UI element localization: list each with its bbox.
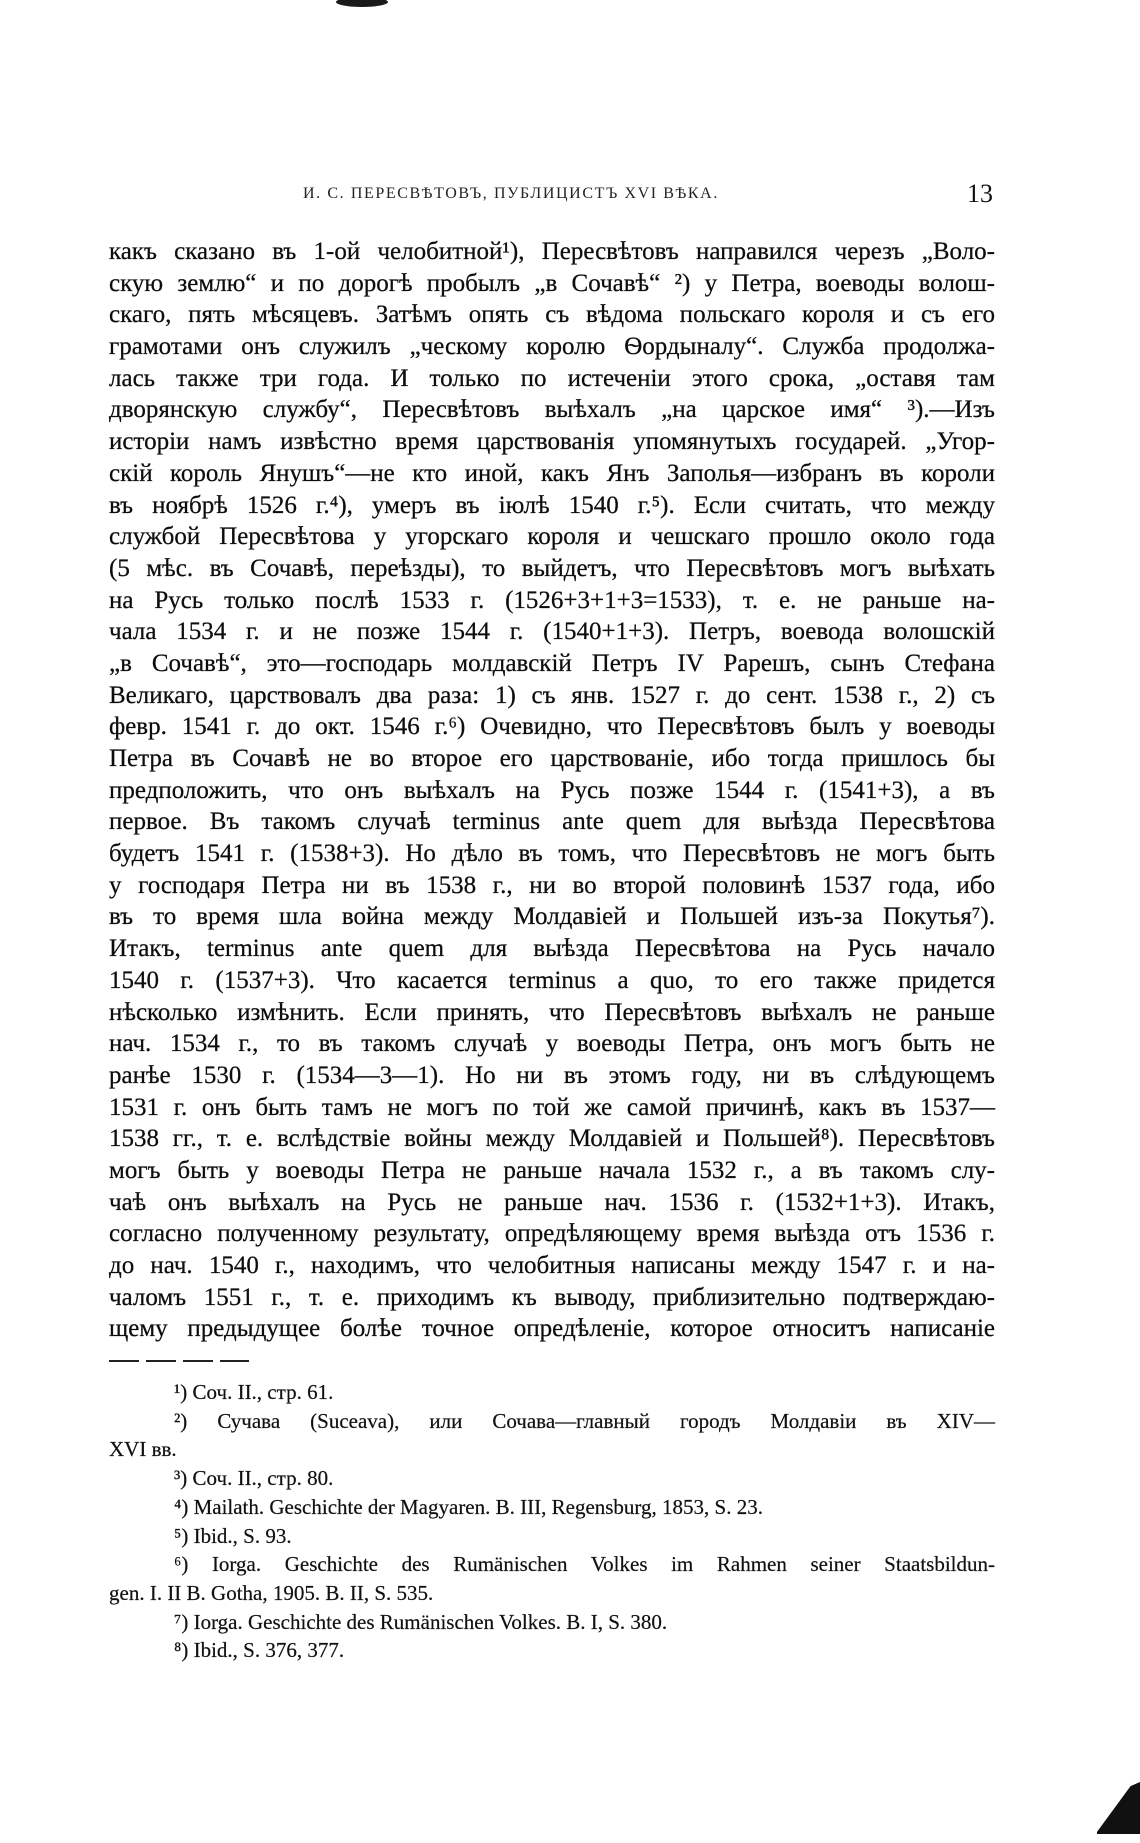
text-line: (5 мѣс. въ Сочавѣ, переѣзды), то выйдетъ, что Пересвѣтовъ могъ выѣхать	[109, 554, 995, 582]
text-line: Итакъ, terminus ante quem для выѣзда Пересвѣтова на Русь начало	[109, 935, 995, 963]
text-line: предположить, что онъ выѣхалъ на Русь позже 1544 г. (1541+3), а въ	[109, 776, 995, 804]
text-line: лась также три года. И только по истеченіи этого срока, „оставя там	[109, 364, 995, 392]
footnote-2	[109, 1407, 995, 1436]
text-line: исторіи намъ извѣстно время царствованія упомянутыхъ государей. „Угор-	[109, 428, 995, 456]
text-line: 1540 г. (1537+3). Что касается terminus a quo, то его также придется	[109, 966, 995, 994]
text-line: до нач. 1540 г., находимъ, что челобитныя написаны между 1547 г. и на-	[109, 1252, 995, 1279]
footnote-marker: ⁵)	[174, 1523, 189, 1548]
text-line: Петра въ Сочавѣ не во второе его царствованіе, ибо тогда пришлось бы	[109, 745, 995, 772]
footnote-text: Соч. II., стр. 80.	[192, 1466, 334, 1491]
text-line: нѣсколько измѣнить. Если принять, что Пересвѣтовъ выѣхалъ не раньше	[109, 998, 995, 1026]
footnote-3	[109, 1464, 995, 1493]
text-line: первое. Въ такомъ случаѣ terminus ante quem для выѣзда Пересвѣтова	[109, 808, 995, 836]
text-line: щему предыдущее болѣе точное опредѣленіе, которое относитъ написаніе	[109, 1315, 995, 1343]
footnote-marker: ²)	[174, 1408, 188, 1433]
footnote-text: Сучава (Suceava), или Сочава—главный городъ Молдавіи въ XIV—	[217, 1408, 995, 1433]
footnote-6-continuation: gen. I. II B. Gotha, 1905. B. II, S. 535.	[109, 1580, 434, 1605]
text-line: февр. 1541 г. до окт. 1546 г.⁶) Очевидно, что Пересвѣтовъ былъ у воеводы	[109, 713, 995, 741]
text-line: службой Пересвѣтова у угорскаго короля и чешскаго прошло около года	[109, 523, 995, 551]
text-line: согласно полученному результату, опредѣляющему время выѣзда отъ 1536 г.	[109, 1220, 995, 1248]
text-line: какъ сказано въ 1-ой челобитной¹), Пересвѣтовъ направился черезъ „Воло-	[109, 238, 995, 265]
text-line: 1538 гг., т. е. вслѣдствіе войны между Молдавіей и Польшей⁸). Пересвѣтовъ	[109, 1125, 995, 1153]
text-line: скій король Янушъ“—не кто иной, какъ Янъ Заполья—избранъ въ короли	[109, 459, 995, 487]
scan-blot	[336, 0, 388, 7]
text-line: у господаря Петра ни въ 1538 г., ни во второй половинѣ 1537 года, ибо	[109, 871, 995, 899]
scan-blot	[1097, 1782, 1140, 1834]
text-line: чаѣ онъ выѣхалъ на Русь не раньше нач. 1536 г. (1532+1+3). Итакъ,	[109, 1188, 995, 1216]
text-line: будетъ 1541 г. (1538+3). Но дѣло въ томъ, что Пересвѣтовъ не могъ быть	[109, 840, 995, 868]
footnote-separator	[109, 1360, 249, 1362]
text-line: 1531 г. онъ быть тамъ не могъ по той же самой причинѣ, какъ въ 1537—	[109, 1093, 995, 1121]
footnote-marker: ³)	[174, 1466, 188, 1491]
text-line: скую землю“ и по дорогѣ пробылъ „в Сочавѣ“ ²) у Петра, воеводы волош-	[109, 269, 995, 297]
text-line: „в Сочавѣ“, это—господарь молдавскій Петръ IV Рарешъ, сынъ Стефана	[109, 649, 995, 677]
text-line: грамотами онъ служилъ „ческому королю Ѳордыналу“. Служба продолжа-	[109, 333, 995, 361]
footnote-7	[109, 1608, 995, 1637]
footnote-marker: ⁸)	[174, 1638, 189, 1663]
footnote-2-continuation: XVI вв.	[109, 1437, 177, 1462]
text-line: нач. 1534 г., то въ такомъ случаѣ у воеводы Петра, онъ могъ быть не	[109, 1030, 995, 1058]
footnote-text: Ibid., S. 93.	[193, 1523, 292, 1548]
text-line: въ ноябрѣ 1526 г.⁴), умеръ въ іюлѣ 1540 г.⁵). Если считать, что между	[109, 491, 995, 519]
footnote-marker: ¹)	[174, 1380, 188, 1404]
running-head: И. С. ПЕРЕСВѢТОВЪ, ПУБЛИЦИСТЪ XVI ВѢКА.	[303, 185, 719, 202]
footnote-5	[109, 1522, 995, 1551]
text-line: чаломъ 1551 г., т. е. приходимъ къ выводу, приблизительно подтверждаю-	[109, 1283, 995, 1311]
footnote-text: Iorga. Geschichte des Rumänischen Volkes. B. I, S. 380.	[193, 1609, 668, 1634]
footnote-text: Mailath. Geschichte der Magyaren. B. III, Regensburg, 1853, S. 23.	[193, 1494, 763, 1519]
footnote-text: Соч. II., стр. 61.	[192, 1380, 334, 1404]
text-line: могъ быть у воеводы Петра не раньше начала 1532 г., а въ такомъ слу-	[109, 1156, 995, 1184]
text-line: скаго, пять мѣсяцевъ. Затѣмъ опять съ вѣдома польскаго короля и съ его	[109, 301, 995, 329]
footnote-4	[109, 1493, 995, 1522]
footnote-text: Iorga. Geschichte des Rumänischen Volkes im Rahmen seiner Staatsbildun-	[211, 1552, 996, 1577]
page-number: 13	[967, 179, 993, 208]
footnote-6	[109, 1550, 995, 1579]
footnote-marker: ⁴)	[174, 1494, 189, 1519]
footnote-marker: ⁷)	[174, 1609, 189, 1634]
text-line: чала 1534 г. и не позже 1544 г. (1540+1+3). Петръ, воевода волошскій	[109, 618, 995, 646]
footnote-1	[109, 1378, 995, 1407]
text-line: Великаго, царствовалъ два раза: 1) съ янв. 1527 г. до сент. 1538 г., 2) съ	[109, 681, 995, 709]
text-line: въ то время шла война между Молдавіей и Польшей изъ-за Покутья⁷).	[109, 903, 995, 931]
footnote-text: Ibid., S. 376, 377.	[193, 1638, 345, 1663]
footnote-8	[109, 1636, 995, 1665]
text-line: на Русь только послѣ 1533 г. (1526+3+1+3=1533), т. е. не раньше на-	[109, 586, 995, 614]
main-text	[109, 236, 995, 1345]
text-line: ранѣе 1530 г. (1534—3—1). Но ни въ этомъ году, ни въ слѣдующемъ	[109, 1061, 995, 1089]
footnote-marker: ⁶)	[174, 1552, 189, 1577]
text-line: дворянскую службу“, Пересвѣтовъ выѣхалъ „на царское имя“ ³).—Изъ	[109, 396, 995, 424]
